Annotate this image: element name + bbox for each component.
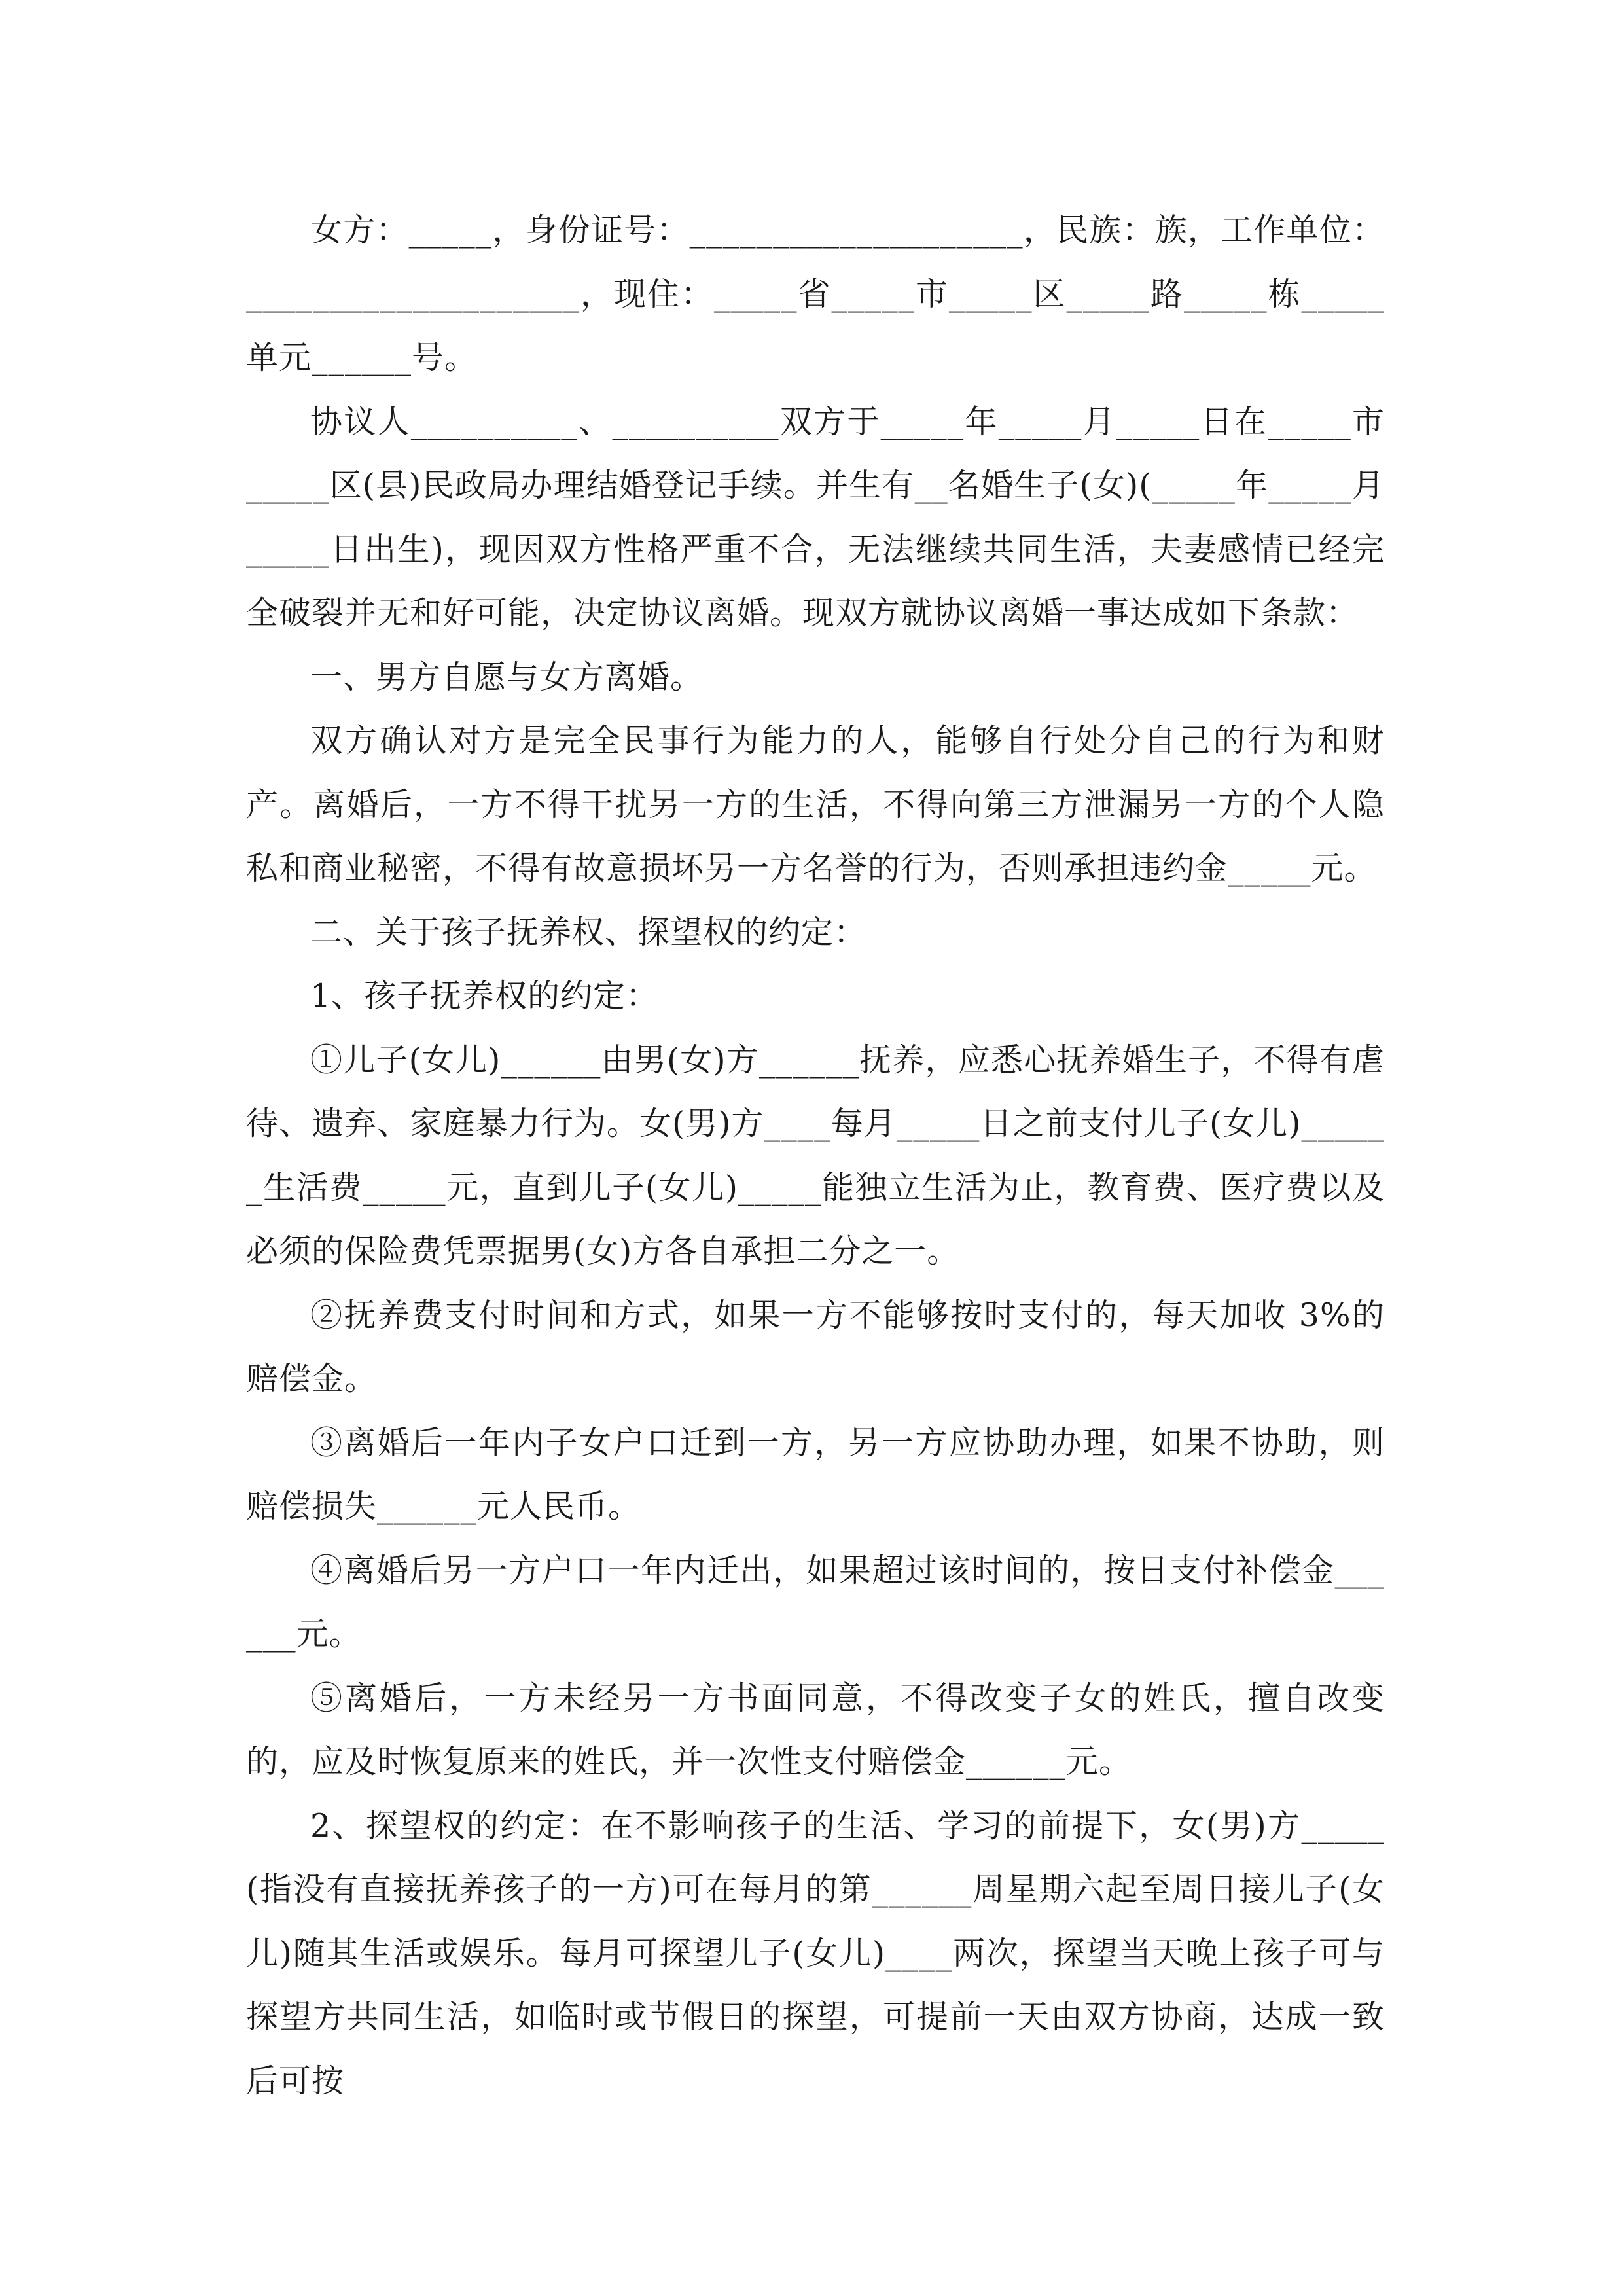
paragraph-agreement-parties: 协议人__________、__________双方于_____年_____月_____日在_____市_____区(县)民政局办理结婚登记手续。并生有__名婚生子(女)(_____年_____月_____日出生)，现因双方性格严重不合，无法继续共同生活，夫妻感情已经完全破裂并无和好可能，决定协议离婚。现双方就协议离婚一事达成如下条款： (246, 403, 1385, 632)
heading-clause-2: 二、关于孩子抚养权、探望权的约定： (310, 913, 867, 951)
document-body (246, 198, 1385, 2113)
heading-custody: 1、孩子抚养权的约定： (310, 977, 659, 1014)
paragraph-custody-item-3: ③离婚后一年内子女户口迁到一方，另一方应协助办理，如果不协助，则赔偿损失______元人民币。 (246, 1424, 1385, 1525)
paragraph-custody-item-5: ⑤离婚后，一方未经另一方书面同意，不得改变子女的姓氏，擅自改变的，应及时恢复原来的姓氏，并一次性支付赔偿金______元。 (246, 1679, 1385, 1780)
paragraph-visitation: 2、探望权的约定：在不影响孩子的生活、学习的前提下，女(男)方_____(指没有直接抚养孩子的一方)可在每月的第______周星期六起至周日接儿子(女儿)随其生活或娱乐。每月可探望儿子(女儿)____两次，探望当天晚上孩子可与探望方共同生活，如临时或节假日的探望，可提前一天由双方协商，达成一致后可按 (246, 1806, 1385, 2100)
paragraph-custody-item-2: ②抚养费支付时间和方式，如果一方不能够按时支付的，每天加收 3%的赔偿金。 (246, 1296, 1385, 1397)
paragraph-custody-item-4: ④离婚后另一方户口一年内迁出，如果超过该时间的，按日支付补偿金______元。 (246, 1551, 1385, 1653)
paragraph-clause-1-body: 双方确认对方是完全民事行为能力的人，能够自行处分自己的行为和财产。离婚后，一方不得干扰另一方的生活，不得向第三方泄漏另一方的个人隐私和商业秘密，不得有故意损坏另一方名誉的行为，否则承担违约金_____元。 (246, 722, 1385, 887)
paragraph-custody-item-1: ①儿子(女儿)______由男(女)方______抚养，应悉心抚养婚生子，不得有虐待、遗弃、家庭暴力行为。女(男)方____每月_____日之前支付儿子(女儿)______生活费_____元，直到儿子(女儿)_____能独立生活为止，教育费、医疗费以及必须的保险费凭票据男(女)方各自承担二分之一。 (246, 1041, 1385, 1270)
paragraph-female-party-info: 女方：_____，身份证号：____________________，民族：族，工作单位：____________________，现住：_____省_____市_____区_____路_____栋_____单元______号。 (246, 211, 1385, 376)
heading-clause-1: 一、男方自愿与女方离婚。 (310, 658, 704, 696)
